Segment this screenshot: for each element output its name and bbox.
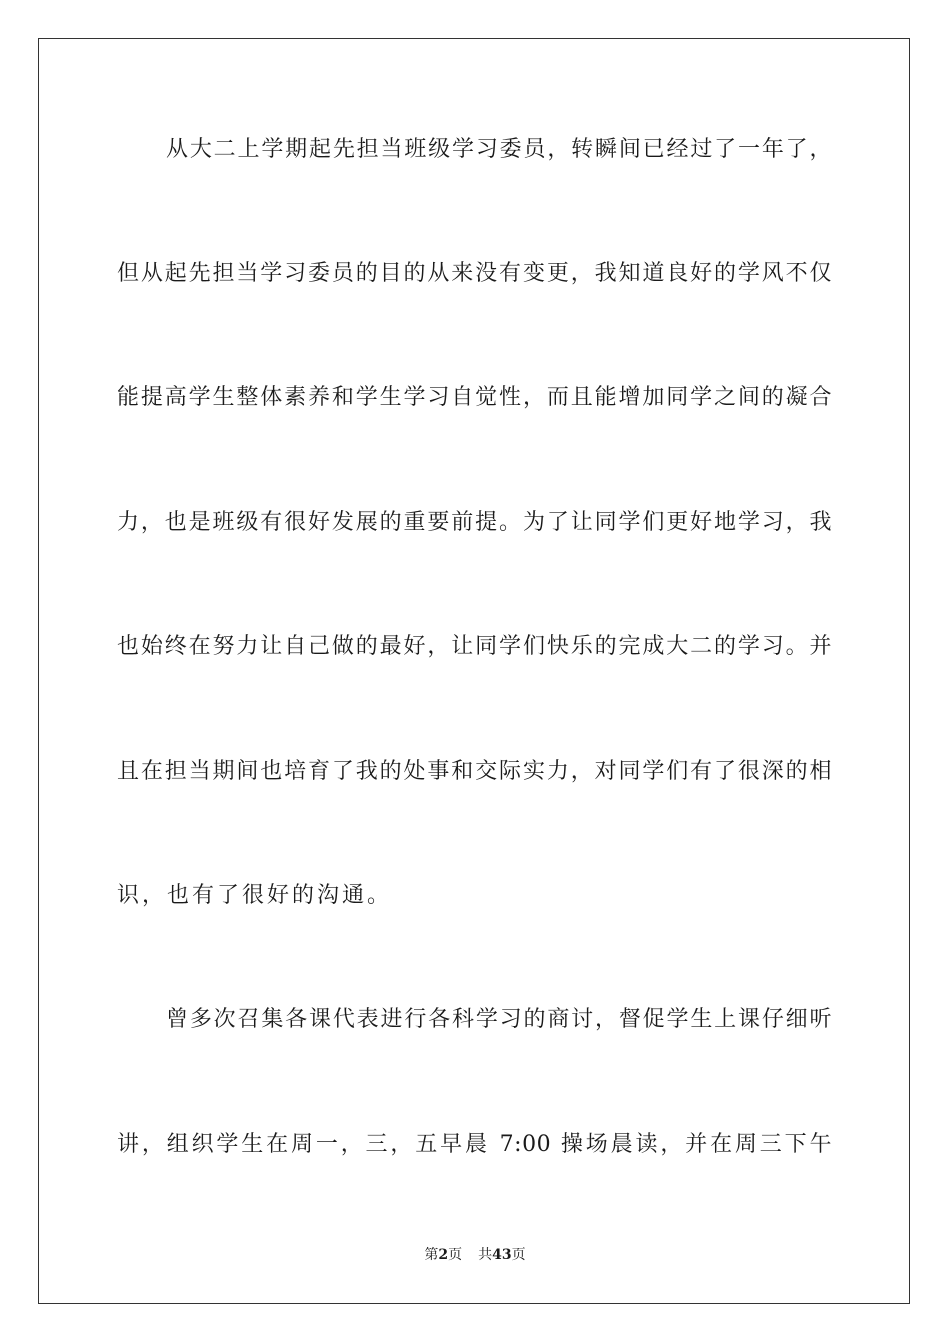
page-footer xyxy=(0,1245,950,1265)
paragraph-1-line-1: 从大二上学期起先担当班级学习委员，转瞬间已经过了一年了， xyxy=(166,137,832,162)
total-suffix: 页 xyxy=(511,1247,526,1263)
paragraph-1-line-7: 识，也有了很好的沟通。 xyxy=(117,883,393,908)
page-prefix: 第 xyxy=(424,1247,439,1263)
total-prefix: 共 xyxy=(478,1247,493,1263)
page-suffix: 页 xyxy=(448,1247,463,1263)
paragraph-2-line-1: 曾多次召集各课代表进行各科学习的商讨，督促学生上课仔细听 xyxy=(166,1007,832,1032)
paragraph-1-line-6: 且在担当期间也培育了我的处事和交际实力，对同学们有了很深的相 xyxy=(117,759,832,784)
paragraph-1-line-4: 力，也是班级有很好发展的重要前提。为了让同学们更好地学习，我 xyxy=(117,510,832,535)
paragraph-2-line-2: 讲，组织学生在周一，三，五早晨 7:00 操场晨读，并在周三下午 xyxy=(117,1132,832,1157)
page-border xyxy=(38,38,910,1304)
total-pages: 43 xyxy=(492,1247,512,1263)
paragraph-1-line-3: 能提高学生整体素养和学生学习自觉性，而且能增加同学之间的凝合 xyxy=(117,385,832,410)
paragraph-1-line-5: 也始终在努力让自己做的最好，让同学们快乐的完成大二的学习。并 xyxy=(117,634,832,659)
page-number: 2 xyxy=(438,1247,449,1263)
paragraph-1-line-2: 但从起先担当学习委员的目的从来没有变更，我知道良好的学风不仅 xyxy=(117,261,832,286)
